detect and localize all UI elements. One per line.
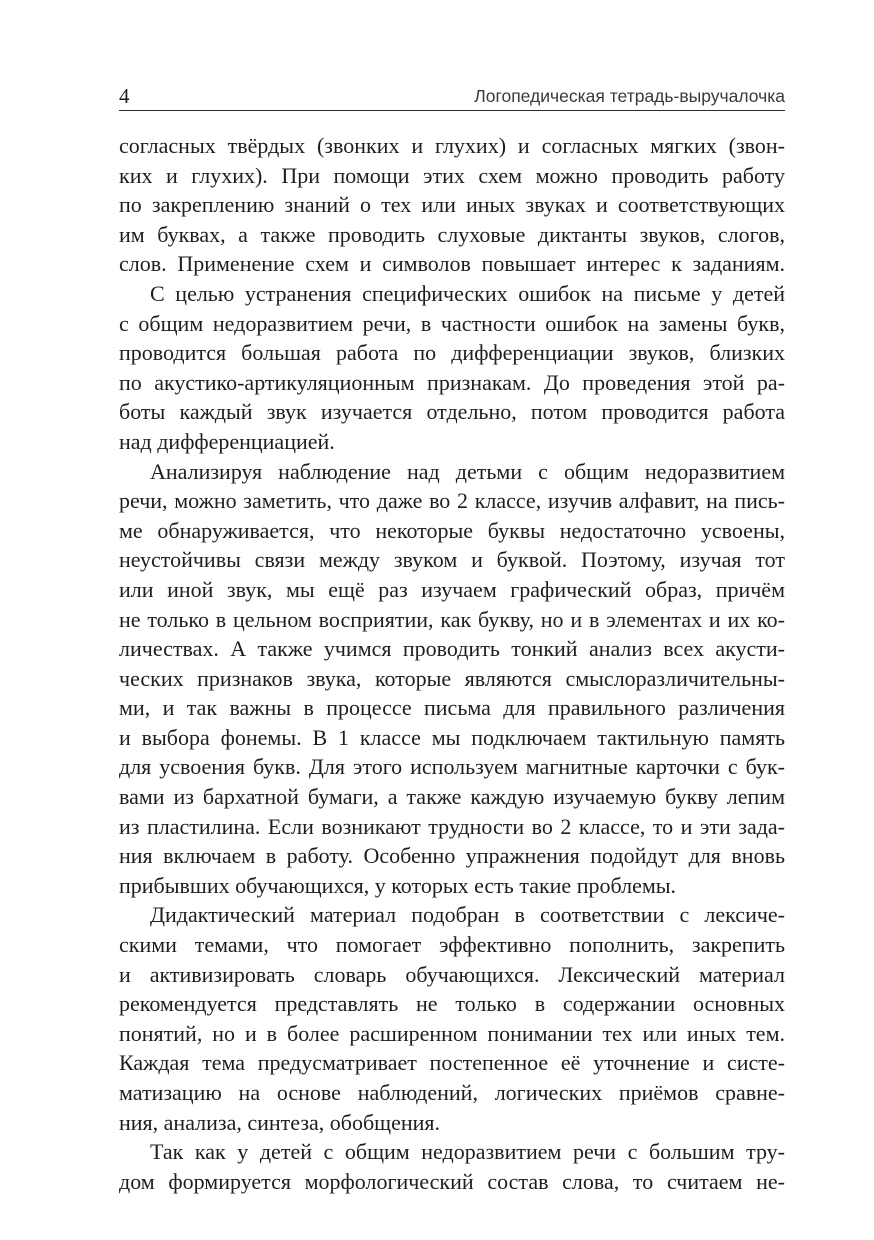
text-line: с общим недоразвитием речи, в частности ошибок на замены букв,	[119, 310, 785, 336]
text-line: согласных твёрдых (звонких и глухих) и согласных мягких (звон-	[119, 133, 785, 158]
running-title: Логопедическая тетрадь-выручалочка	[474, 86, 785, 106]
text-line: матизацию на основе наблюдений, логических приёмов сравне-	[119, 1080, 785, 1105]
text-line: ния, анализа, синтеза, обобщения.	[119, 1109, 441, 1135]
body-text	[119, 131, 785, 1196]
text-line: боты каждый звук изучается отдельно, потом проводится работа	[119, 399, 785, 425]
text-line: С целью устранения специфических ошибок на письме у детей	[150, 280, 785, 306]
text-line: ких и глухих). При помощи этих схем можно проводить работу	[119, 162, 785, 188]
paragraph	[119, 457, 785, 901]
text-line: Каждая тема предусматривает постепенное её уточнение и систе-	[119, 1050, 785, 1076]
text-line: по закреплению знаний о тех или иных звуках и соответствующих	[119, 192, 785, 218]
page-number: 4	[119, 84, 130, 108]
text-line: им буквах, а также проводить слуховые диктанты звуков, слогов,	[119, 221, 785, 247]
text-line: по акустико-артикуляционным признакам. До проведения этой ра-	[119, 369, 785, 395]
text-line: Анализируя наблюдение над детьми с общим недоразвитием	[150, 458, 785, 484]
text-line: для усвоения букв. Для этого используем магнитные карточки с бук-	[119, 754, 785, 780]
text-line: рекомендуется представлять не только в содержании основных	[119, 991, 785, 1017]
paragraph	[119, 279, 785, 457]
text-line: ми, и так важны в процессе письма для правильного различения	[119, 695, 785, 721]
text-line: скими темами, что помогает эффективно пополнить, закрепить	[119, 932, 785, 958]
paragraph	[119, 1137, 785, 1196]
text-line: ческих признаков звука, которые являются смыслоразличительны-	[119, 665, 785, 691]
text-line: проводится большая работа по дифференциации звуков, близких	[119, 340, 785, 366]
paragraph	[119, 900, 785, 1137]
text-line: понятий, но и в более расширенном понимании тех или иных тем.	[119, 1020, 785, 1046]
text-line: слов. Применение схем и символов повышает интерес к заданиям.	[119, 251, 785, 277]
text-line: не только в цельном восприятии, как букву, но и в элементах и их ко-	[119, 606, 785, 632]
text-line: дом формируется морфологический состав слова, то считаем не-	[119, 1168, 785, 1194]
text-line: ме обнаруживается, что некоторые буквы недостаточно усвоены,	[119, 517, 785, 543]
text-line: над дифференциацией.	[119, 428, 335, 454]
text-line: прибывших обучающихся, у которых есть такие проблемы.	[119, 872, 677, 898]
paragraph	[119, 131, 785, 279]
text-line: вами из бархатной бумаги, а также каждую изучаемую букву лепим	[119, 784, 785, 810]
text-line: неустойчивы связи между звуком и буквой. Поэтому, изучая тот	[119, 547, 785, 573]
text-line: речи, можно заметить, что даже во 2 классе, изучив алфавит, на пись-	[119, 488, 785, 514]
text-line: Так как у детей с общим недоразвитием речи с большим тру-	[150, 1139, 785, 1165]
text-line: или иной звук, мы ещё раз изучаем графический образ, причём	[119, 576, 785, 602]
text-line: и выбора фонемы. В 1 классе мы подключаем тактильную память	[119, 724, 785, 750]
page-header	[119, 84, 785, 111]
text-line: из пластилина. Если возникают трудности во 2 классе, то и эти зада-	[119, 813, 785, 839]
text-line: ния включаем в работу. Особенно упражнения подойдут для вновь	[119, 843, 785, 869]
text-line: Дидактический материал подобран в соответствии с лексиче-	[150, 902, 785, 928]
text-line: личествах. А также учимся проводить тонкий анализ всех акусти-	[119, 636, 785, 662]
text-line: и активизировать словарь обучающихся. Лексический материал	[119, 961, 785, 987]
